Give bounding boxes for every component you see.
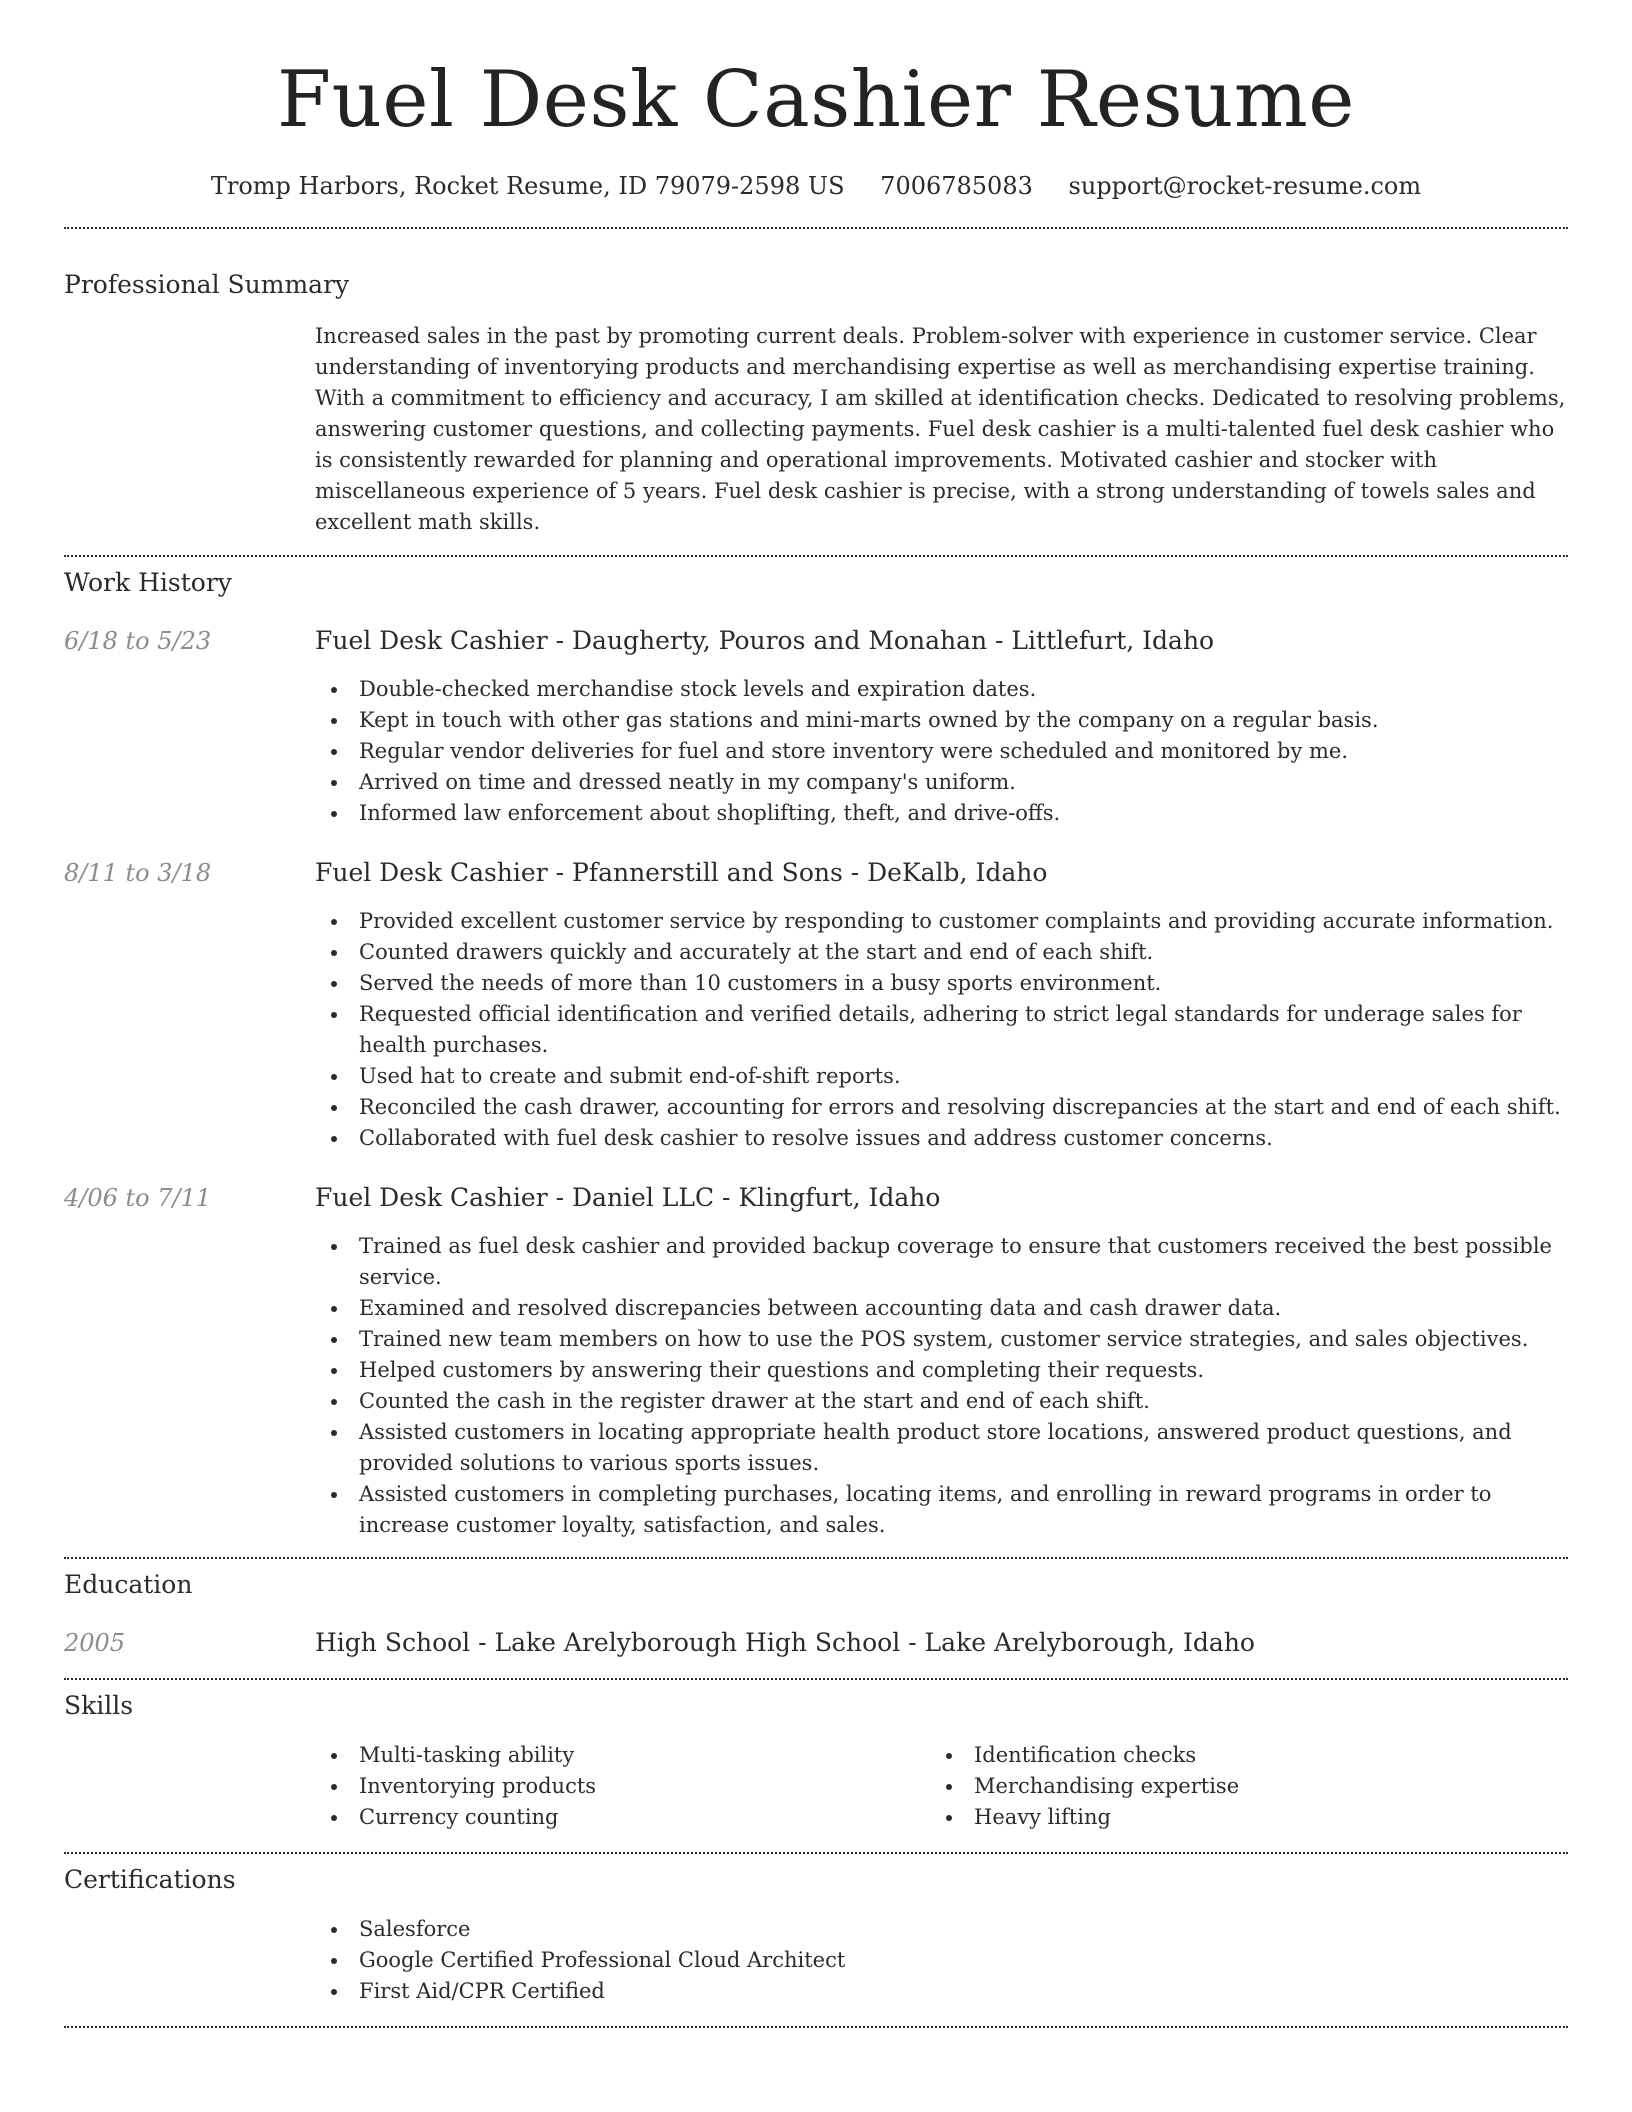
list-item: Provided excellent customer service by responding to customer complaints and providing accurate information. xyxy=(315,906,1568,937)
job-bullets xyxy=(315,1231,1568,1541)
list-item: Trained new team members on how to use the POS system, customer service strategies, and sales objectives. xyxy=(315,1324,1568,1355)
job-heading: Fuel Desk Cashier - Daugherty, Pouros and Monahan - Littlefurt, Idaho xyxy=(315,626,1215,655)
list-item: Trained as fuel desk cashier and provided backup coverage to ensure that customers received the best possible service. xyxy=(315,1231,1568,1293)
education-heading: High School - Lake Arelyborough High School - Lake Arelyborough, Idaho xyxy=(315,1628,1255,1657)
job-dates: 6/18 to 5/23 xyxy=(64,627,212,655)
skills-column-1 xyxy=(315,1740,930,1833)
job-bullets xyxy=(315,674,1568,829)
contact-phone: 7006785083 xyxy=(880,172,1033,200)
list-item: Currency counting xyxy=(315,1802,930,1833)
job-entry xyxy=(64,624,1568,829)
section-title-summary: Professional Summary xyxy=(64,270,350,299)
divider xyxy=(64,1557,1568,1559)
job-entry xyxy=(64,856,1568,1154)
list-item: Google Certified Professional Cloud Architect xyxy=(315,1945,1568,1976)
section-title-work-history: Work History xyxy=(64,568,232,597)
resume-title: Fuel Desk Cashier Resume xyxy=(277,55,1355,145)
divider xyxy=(64,227,1568,229)
education-entry xyxy=(64,1626,1568,1660)
list-item: Used hat to create and submit end-of-shift reports. xyxy=(315,1061,1568,1092)
summary-text: Increased sales in the past by promoting current deals. Problem-solver with experience in customer service. Clear understanding of inventorying products and merchandising expertise as well as merchandising expertise training. With a commitment to efficiency and accuracy, I am skilled at identification checks. Dedicated to resolving problems, answering customer questions, and collecting payments. Fuel desk cashier is a multi-talented fuel desk cashier who is consistently rewarded for planning and operational improvements. Motivated cashier and stocker with miscellaneous experience of 5 years. Fuel desk cashier is precise, with a strong understanding of towels sales and excellent math skills. xyxy=(315,324,1566,534)
list-item: Salesforce xyxy=(315,1914,1568,1945)
divider xyxy=(64,2026,1568,2028)
list-item: Inventorying products xyxy=(315,1771,930,1802)
list-item: Heavy lifting xyxy=(930,1802,1545,1833)
job-bullets xyxy=(315,906,1568,1154)
list-item: Regular vendor deliveries for fuel and store inventory were scheduled and monitored by me. xyxy=(315,736,1568,767)
list-item: Kept in touch with other gas stations and mini-marts owned by the company on a regular basis. xyxy=(315,705,1568,736)
job-dates: 4/06 to 7/11 xyxy=(64,1184,212,1212)
contact-email: support@rocket-resume.com xyxy=(1068,172,1422,200)
list-item: Assisted customers in locating appropriate health product store locations, answered product questions, and provided solutions to various sports issues. xyxy=(315,1417,1568,1479)
job-heading: Fuel Desk Cashier - Pfannerstill and Sons - DeKalb, Idaho xyxy=(315,858,1048,887)
list-item: Identification checks xyxy=(930,1740,1545,1771)
divider xyxy=(64,555,1568,557)
skills-row xyxy=(64,1740,1568,1833)
list-item: Arrived on time and dressed neatly in my company's uniform. xyxy=(315,767,1568,798)
list-item: Double-checked merchandise stock levels and expiration dates. xyxy=(315,674,1568,705)
resume-page xyxy=(64,0,1568,2028)
job-dates: 8/11 to 3/18 xyxy=(64,859,212,887)
certifications-list xyxy=(315,1914,1568,2007)
list-item: Multi-tasking ability xyxy=(315,1740,930,1771)
list-item: Served the needs of more than 10 customers in a busy sports environment. xyxy=(315,968,1568,999)
job-entry xyxy=(64,1181,1568,1541)
list-item: Collaborated with fuel desk cashier to resolve issues and address customer concerns. xyxy=(315,1123,1568,1154)
list-item: Helped customers by answering their questions and completing their requests. xyxy=(315,1355,1568,1386)
divider xyxy=(64,1852,1568,1854)
section-title-certifications: Certifications xyxy=(64,1865,236,1894)
certifications-row xyxy=(64,1914,1568,2007)
list-item: Counted drawers quickly and accurately at the start and end of each shift. xyxy=(315,937,1568,968)
list-item: Examined and resolved discrepancies between accounting data and cash drawer data. xyxy=(315,1293,1568,1324)
skills-column-2 xyxy=(930,1740,1545,1833)
summary-row xyxy=(64,321,1568,538)
list-item: First Aid/CPR Certified xyxy=(315,1976,1568,2007)
section-title-education: Education xyxy=(64,1570,193,1599)
section-title-skills: Skills xyxy=(64,1691,134,1720)
education-year: 2005 xyxy=(64,1629,126,1657)
contact-line xyxy=(64,170,1568,202)
list-item: Assisted customers in completing purchases, locating items, and enrolling in reward programs in order to increase customer loyalty, satisfaction, and sales. xyxy=(315,1479,1568,1541)
divider xyxy=(64,1678,1568,1680)
contact-address: Tromp Harbors, Rocket Resume, ID 79079-2598 US xyxy=(210,172,845,200)
list-item: Informed law enforcement about shoplifting, theft, and drive-offs. xyxy=(315,798,1568,829)
list-item: Counted the cash in the register drawer at the start and end of each shift. xyxy=(315,1386,1568,1417)
list-item: Reconciled the cash drawer, accounting for errors and resolving discrepancies at the start and end of each shift. xyxy=(315,1092,1568,1123)
list-item: Merchandising expertise xyxy=(930,1771,1545,1802)
list-item: Requested official identification and verified details, adhering to strict legal standards for underage sales for health purchases. xyxy=(315,999,1568,1061)
job-heading: Fuel Desk Cashier - Daniel LLC - Klingfurt, Idaho xyxy=(315,1183,941,1212)
